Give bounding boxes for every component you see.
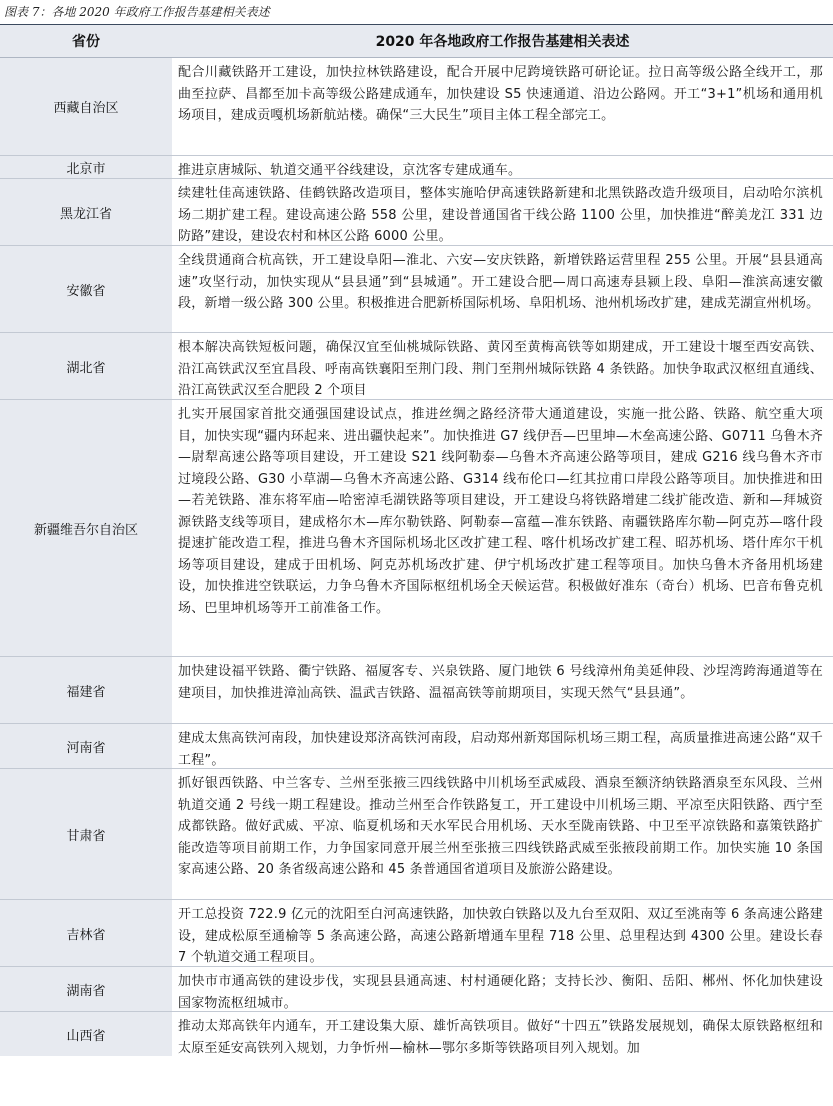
province-cell: 福建省 (0, 657, 172, 723)
table-row (0, 724, 833, 769)
header-statement: 2020 年各地政府工作报告基建相关表述 (375, 34, 630, 50)
table-row (0, 967, 833, 1012)
table-row (0, 900, 833, 967)
table-body (0, 58, 833, 1056)
province-cell: 吉林省 (0, 900, 172, 966)
province-cell: 西藏自治区 (0, 58, 172, 155)
province-cell: 甘肃省 (0, 769, 172, 899)
statement-cell: 续建牡佳高速铁路、佳鹤铁路改造项目，整体实施哈伊高速铁路新建和北黑铁路改造升级项目，启动哈尔滨机场二期扩建工程。建设高速公路 558 公里，建设普通国省干线公路 1100 公里，加快推进“醉美龙江 331 边防路”建设，建设农村和林区公路 6000 公里。 (178, 186, 823, 244)
province-cell: 河南省 (0, 724, 172, 768)
statement-cell: 加快市市通高铁的建设步伐，实现县县通高速、村村通硬化路；支持长沙、衡阳、岳阳、郴州、怀化加快建设国家物流枢纽城市。 (178, 974, 823, 1011)
province-cell: 湖南省 (0, 967, 172, 1011)
figure-caption: 图表 7：各地 2020 年政府工作报告基建相关表述 (4, 5, 270, 19)
table-header (0, 25, 833, 58)
statement-cell: 推进京唐城际、轨道交通平谷线建设，京沈客专建成通车。 (178, 163, 522, 178)
province-cell: 黑龙江省 (0, 179, 172, 245)
province-cell: 安徽省 (0, 246, 172, 332)
infrastructure-table (0, 24, 833, 1056)
province-cell: 北京市 (0, 156, 172, 178)
table-row (0, 58, 833, 156)
table-row (0, 179, 833, 246)
province-cell: 新疆维吾尔自治区 (0, 400, 172, 656)
province-cell: 山西省 (0, 1012, 172, 1056)
table-row (0, 400, 833, 657)
table-row (0, 333, 833, 400)
table-row (0, 1012, 833, 1056)
statement-cell: 抓好银西铁路、中兰客专、兰州至张掖三四线铁路中川机场至武威段、酒泉至额济纳铁路酒泉至东风段、兰州轨道交通 2 号线一期工程建设。推动兰州至合作铁路复工，开工建设中川机场三期、平凉至庆阳铁路、西宁至成都铁路。做好武威、平凉、临夏机场和天水军民合用机场、天水至陇南铁路、中卫至平凉铁路和嘉策铁路扩能改造等项目前期工作，力争国家同意开展兰州至张掖三四线铁路武威至张掖段前期工作。加快实施 10 条国家高速公路、20 条省级高速公路和 45 条普通国省道项目及旅游公路建设。 (178, 776, 823, 877)
statement-cell: 配合川藏铁路开工建设，加快拉林铁路建设，配合开展中尼跨境铁路可研论证。拉日高等级公路全线开工，那曲至拉萨、昌都至加卡高等级公路建成通车，加快建设 S5 快速通道、沿边公路网。开工“3+1”机场和通用机场项目，建成贡嘎机场新航站楼。确保“三大民生”项目主体工程全部完工。 (178, 65, 823, 123)
statement-cell: 推动太郑高铁年内通车，开工建设集大原、雄忻高铁项目。做好“十四五”铁路发展规划，确保太原铁路枢纽和太原至延安高铁列入规划，力争忻州—榆林—鄂尔多斯等铁路项目列入规划。加 (178, 1019, 823, 1056)
statement-cell: 加快建设福平铁路、衢宁铁路、福厦客专、兴泉铁路、厦门地铁 6 号线漳州角美延伸段、沙埕湾跨海通道等在建项目，加快推进漳汕高铁、温武吉铁路、温福高铁等前期项目，实现天然气“县县通”。 (178, 664, 823, 701)
statement-cell: 全线贯通商合杭高铁，开工建设阜阳—淮北、六安—安庆铁路，新增铁路运营里程 255 公里。开展“县县通高速”攻坚行动，加快实现从“县县通”到“县城通”。开工建设合肥—周口高速寿县颍上段、阜阳—淮滨高速安徽段，新增一级公路 300 公里。积极推进合肥新桥国际机场、阜阳机场、池州机场改扩建，建成芜湖宣州机场。 (178, 253, 823, 311)
statement-cell: 扎实开展国家首批交通强国建设试点，推进丝绸之路经济带大通道建设，实施一批公路、铁路、航空重大项目，加快实现“疆内环起来、进出疆快起来”。加快推进 G7 线伊吾—巴里坤—木垒高速公路、G0711 乌鲁木齐—尉犁高速公路等项目建设，开工建设 S21 线阿勒泰—乌鲁木齐高速公路等项目，建成 G216 线乌鲁木齐市过境段公路、G30 小草湖—乌鲁木齐高速公路、G314 线布伦口—红其拉甫口岸段公路等项目。加快推进和田—若羌铁路、准东将军庙—哈密淖毛湖铁路等项目建设，开工建设乌将铁路增建二线扩能改造、新和—拜城资源铁路支线等项目，建成格尔木—库尔勒铁路、阿勒泰—富蕴—准东铁路、南疆铁路库尔勒—阿克苏—喀什段提速扩能改造工程，推进乌鲁木齐国际机场北区改扩建工程、喀什机场改扩建工程、昭苏机场、塔什库尔干机场等项目建设，建成于田机场、阿克苏机场改扩建、伊宁机场改扩建工程等项目。加快乌鲁木齐备用机场建设，加快推进空铁联运，力争乌鲁木齐国际枢纽机场全天候运营。积极做好准东（奇台）机场、巴音布鲁克机场、巴里坤机场等开工前准备工作。 (178, 407, 823, 616)
table-row (0, 246, 833, 333)
statement-cell: 建成太焦高铁河南段，加快建设郑济高铁河南段，启动郑州新郑国际机场三期工程，高质量推进高速公路“双千工程”。 (178, 731, 823, 768)
table-row (0, 657, 833, 724)
table-row (0, 156, 833, 179)
table-row (0, 769, 833, 900)
province-cell: 湖北省 (0, 333, 172, 399)
statement-cell: 根本解决高铁短板问题，确保汉宜至仙桃城际铁路、黄冈至黄梅高铁等如期建成，开工建设十堰至西安高铁、沿江高铁武汉至宜昌段、呼南高铁襄阳至荆门段、荆门至荆州城际铁路 4 条铁路。加快争取武汉枢纽直通线、沿江高铁武汉至合肥段 2 个项目 (178, 340, 823, 398)
header-province: 省份 (72, 34, 100, 50)
statement-cell: 开工总投资 722.9 亿元的沈阳至白河高速铁路，加快敦白铁路以及九台至双阳、双辽至洮南等 6 条高速公路建设，建成松原至通榆等 5 条高速公路，高速公路新增通车里程 718 公里、总里程达到 4300 公里。建设长春 7 个轨道交通工程项目。 (178, 907, 823, 965)
